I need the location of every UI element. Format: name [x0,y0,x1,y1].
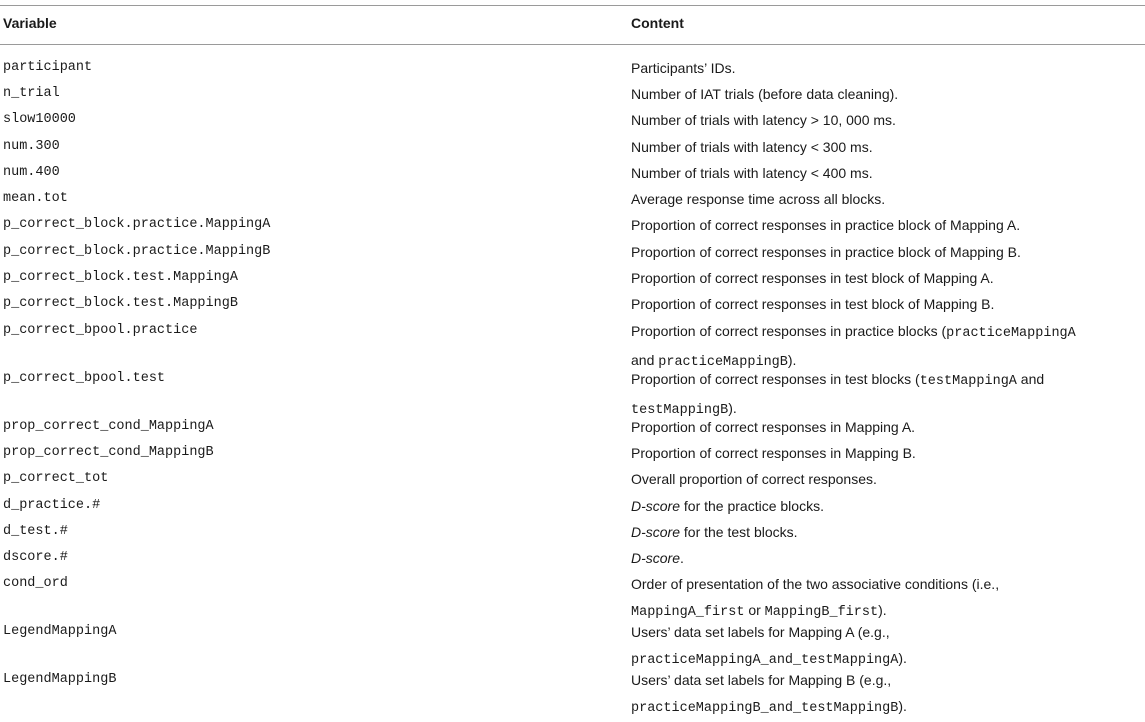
variable-cell: d_practice.# [3,498,101,513]
content-cell: Proportion of correct responses in Mapping B. [631,445,916,461]
content-cell: Participants’ IDs. [631,60,736,76]
content-text: for the practice blocks. [680,498,824,514]
variable-cell: dscore.# [3,550,68,565]
content-cell: Proportion of correct responses in practice block of Mapping A. [631,217,1021,233]
table-top-rule [0,5,1145,6]
content-cell [631,519,1141,545]
content-cell [631,619,1141,674]
variable-cell: p_correct_tot [3,471,109,486]
content-cell: Number of trials with latency > 10, 000 ms. [631,112,896,128]
content-text: ). [898,650,907,666]
content-cell: Proportion of correct responses in practice block of Mapping B. [631,244,1021,260]
content-cell [631,571,1141,626]
variable-cell: cond_ord [3,576,68,591]
code-text: practiceMappingB [658,355,788,370]
content-text: ). [728,400,737,416]
content-text: ). [787,352,797,368]
variable-cell: prop_correct_cond_MappingB [3,445,214,460]
content-cell [631,545,1141,571]
code-text: practiceMappingA_and_testMappingA [631,653,899,668]
variable-cell: prop_correct_cond_MappingA [3,419,214,434]
variable-cell: participant [3,60,93,75]
d-score-term: D-score [631,498,681,514]
content-cell: Number of trials with latency < 400 ms. [631,165,873,181]
header-content: Content [631,15,684,31]
content-text: Users’ data set labels for Mapping B (e.g., [631,672,892,688]
variable-cell: num.300 [3,139,60,154]
variable-cell: n_trial [3,86,60,101]
content-cell: Average response time across all blocks. [631,191,886,207]
content-text: Proportion of correct responses in practice blocks ( [631,323,947,339]
variable-cell: LegendMappingB [3,672,117,687]
code-text: MappingA_first [631,605,745,620]
d-score-term: D-score [631,524,681,540]
content-cell [631,493,1141,519]
code-text: testMappingB [631,403,729,418]
content-text: or [748,602,761,618]
d-score-term: D-score [631,550,681,566]
content-text: for the test blocks. [680,524,798,540]
content-text: ). [898,698,907,714]
code-text: MappingB_first [764,605,879,620]
content-cell: Number of IAT trials (before data cleaning). [631,86,899,102]
content-text: Users’ data set labels for Mapping A (e.g., [631,624,890,640]
content-text: ). [878,602,887,618]
variable-cell: num.400 [3,165,60,180]
variable-cell: LegendMappingA [3,624,117,639]
variable-cell: d_test.# [3,524,68,539]
header-rule [0,44,1145,45]
variable-cell: p_correct_block.practice.MappingB [3,244,271,259]
content-cell: Proportion of correct responses in Mapping A. [631,419,916,435]
content-cell: Proportion of correct responses in test block of Mapping B. [631,296,995,312]
variable-cell: p_correct_block.test.MappingA [3,270,238,285]
variable-cell: p_correct_block.practice.MappingA [3,217,271,232]
content-text: Proportion of correct responses in test blocks ( [631,371,920,387]
content-cell: Overall proportion of correct responses. [631,471,877,487]
content-text: Order of presentation of the two associative conditions (i.e., [631,576,1000,592]
content-text: . [680,550,684,566]
content-text: and [631,352,655,368]
variable-cell: p_correct_bpool.practice [3,323,198,338]
variable-cell: slow10000 [3,112,76,127]
header-variable: Variable [3,15,57,31]
code-text: practiceMappingB_and_testMappingB [631,701,899,716]
content-cell: Proportion of correct responses in test block of Mapping A. [631,270,994,286]
variable-cell: p_correct_bpool.test [3,371,166,386]
content-text: and [1020,371,1045,387]
code-text: testMappingA [919,374,1017,389]
variable-cell: p_correct_block.test.MappingB [3,296,238,311]
code-text: practiceMappingA [946,326,1076,341]
content-cell: Number of trials with latency < 300 ms. [631,139,873,155]
variable-cell: mean.tot [3,191,68,206]
